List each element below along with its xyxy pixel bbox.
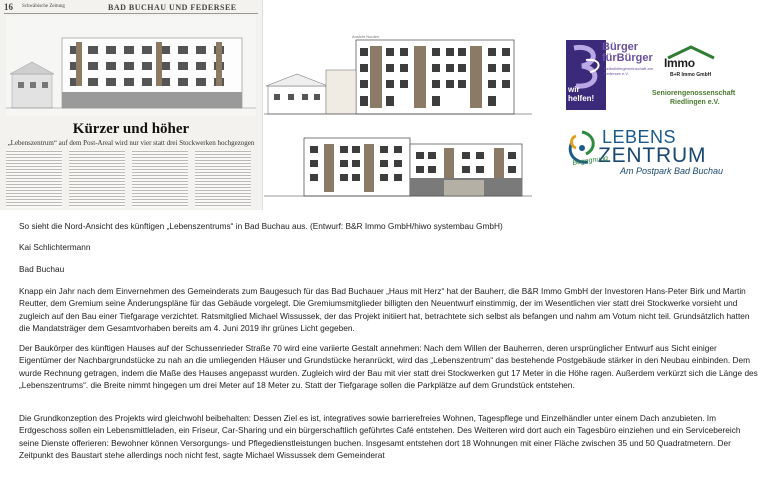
clipping-headline: Kürzer und höher <box>72 121 190 137</box>
buerger-slogan: wir helfen! <box>568 85 595 103</box>
article-paragraph: Der Baukörper des künftigen Hauses auf der Schussenrieder Straße 70 wird eine variierte Gestalt annehmen: Nach dem Willen der Bauherren, deren ursprünglicher Entwurf aus Sicht einiger Eigentümer der Nachbargrundstücke zu nah an die umliegenden Häuser und Grundstücke heranrückt, wird das „Lebenszentrum“ das bestehende Postgebäude stärker in den Neubau einbinden. Dem wurde Rechnung getragen, indem die Maße des Hauses angepasst wurden. Zugleich wird der Bau mit vier statt drei Stockwerken gut 17 Meter in die Höhe ragen. Außerdem verkürzt sich die Länge des „Lebenszentrums“. die Breite nimmt hingegen um drei Meter auf 18 Meter zu. Statt der Tiefgarage sollen die Parkplätze auf dem Grundstück entstehen. <box>19 343 758 391</box>
article-author: Kai Schlichtermann <box>19 242 91 252</box>
clipping-text-columns <box>6 150 256 208</box>
zentrum-wordmark: ZENTRUM <box>598 144 707 167</box>
buerger-title-line2: fürBürger <box>602 52 653 64</box>
immo-name: Immo <box>664 56 695 70</box>
region-header: BAD BUCHAU UND FEDERSEE <box>108 3 237 12</box>
building-rendering <box>6 16 256 116</box>
immo-subtitle: B+R Immo GmbH <box>670 72 712 78</box>
lebens-location: Am Postpark Bad Buchau <box>620 166 724 176</box>
article-paragraph: Die Grundkonzeption des Projekts wird gleichwohl beibehalten: Dessen Ziel es ist, integratives sowie barrierefreies Wohnen, Tagespflege und Einzelhändler unter einem Dach anzubieten. Im Erdgeschoss sollen ein Lebensmittleladen, ein Friseur, Car-Sharing und ein bürgerschaftlich geführtes Café entstehen. Des Weiteren wird dort auch ein Tagesbüro einziehen und ein Servicebereich seine Dienste offerieren: Bewohner können Versorgungs- und Pflegedienstleistungen buchen. Insgesamt entstehen dort 18 Wohnungen mit einer Fläche zwischen 35 und 50 Quadratmetern. Der Zeitpunkt des Baustart stehe allerdings noch nicht fest, sagte Michael Wissussek dem Gemeinderat <box>19 413 741 461</box>
senioren-line2: Riedlingen e.V. <box>670 99 720 106</box>
east-elevation-drawing <box>264 138 532 196</box>
buerger-title <box>602 41 653 64</box>
elevation-label: Ansicht Norden <box>352 34 380 39</box>
buerger-title-line1: Bürger <box>602 41 639 53</box>
clipping-column <box>69 150 125 208</box>
newspaper-name: Schwäbische Zeitung <box>22 4 65 9</box>
lebens-wordmark: LEBENS <box>602 127 677 147</box>
image-caption: So sieht die Nord-Ansicht des künftigen „Lebenszentrums“ in Bad Buchau aus. (Entwurf: B&R Immo GmbH/hiwo systembau GmbH) <box>19 221 503 231</box>
header-rule <box>4 13 258 14</box>
architectural-elevations <box>264 26 532 210</box>
clipping-column <box>132 150 188 208</box>
article-paragraph: Knapp ein Jahr nach dem Einvernehmen des Gemeinderats zum Baugesuch für das Bad Buchauer „Haus mit Herz“ hat der Bauherr, die B&R Immo GmbH der Investoren Hans-Peter Birk und Martin Reutter, dem Gremium seine Änderungspläne für das Gebäude vorgelegt. Die Gremiumsmitglieder billigten den Neuentwurf einstimmig, der im Wesentlichen vier statt drei Stockwerke vorsieht und zugleich auf den Bau einer Tiefgarage verzichtet. Ratsmitglied Michael Wissussek, der das Projekt initiiert hat, betrachtete sich selbst als befangen und nahm am Votum nicht teil. Grundsätzlich hatten die Mandatsträger dem Gesamtvorhaben bereits am 4. Juni 2019 ihr grünes Licht gegeben. <box>19 286 750 334</box>
article-location: Bad Buchau <box>19 264 65 274</box>
clipping-column <box>6 150 62 208</box>
page-number: 16 <box>4 2 13 12</box>
newspaper-clipping <box>0 0 263 210</box>
clipping-subheadline: „Lebenszentrum“ auf dem Post-Areal wird nur vier statt drei Stockwerken hochgezogen <box>7 139 255 147</box>
senioren-line1: Seniorengenossenschaft <box>652 90 736 97</box>
buerger-subtitle: Selbsthilfegemeinschaft am Federsee e.V. <box>604 66 653 76</box>
lebens-tagline: Begegnung <box>572 155 609 167</box>
clipping-column <box>195 150 251 208</box>
